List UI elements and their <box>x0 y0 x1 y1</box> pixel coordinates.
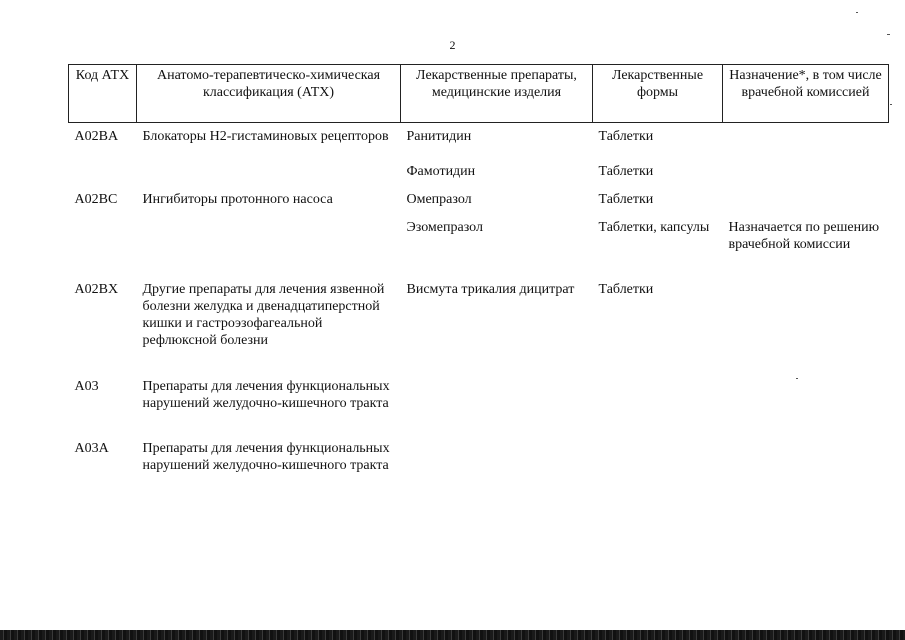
atx-code: A03A <box>74 440 109 456</box>
drug-name <box>401 440 593 496</box>
atx-classification <box>137 219 401 281</box>
atx-code: A02BA <box>74 129 119 144</box>
scan-speck <box>890 104 892 105</box>
drug-name: Омепразол <box>406 191 472 207</box>
drug-name: Фамотидин <box>406 163 476 179</box>
dosage-form: Таблетки <box>598 281 654 297</box>
prescription-note <box>723 440 889 496</box>
atx-code <box>69 219 137 281</box>
drug-name: Ранитидин <box>406 129 472 144</box>
atx-code: A02BC <box>74 191 118 207</box>
dosage-form: Таблетки, капсулы <box>598 219 710 235</box>
table-row <box>69 123 889 163</box>
header-drugs: Лекарственные препараты, медицинские изделия <box>401 65 593 123</box>
scan-edge-bar <box>0 630 905 640</box>
prescription-note <box>723 123 889 163</box>
atx-code: A02BX <box>74 281 119 297</box>
scan-speck <box>856 12 858 13</box>
prescription-note <box>723 191 889 219</box>
header-prescription: Назначение*, в том числе врачебной комиссией <box>723 65 889 123</box>
header-forms: Лекарственные формы <box>593 65 723 123</box>
page-number: 2 <box>449 38 456 52</box>
atx-classification: Препараты для лечения функциональных нарушений желудочно-кишечного тракта <box>142 440 390 473</box>
atx-classification: Ингибиторы протонного насоса <box>142 191 333 207</box>
atx-classification <box>137 163 401 191</box>
atx-code: A03 <box>74 378 99 394</box>
dosage-form: Таблетки <box>598 191 654 207</box>
prescription-note <box>723 378 889 440</box>
header-classification: Анатомо-терапевтическо-химическая классификация (АТХ) <box>137 65 401 123</box>
atx-classification: Препараты для лечения функциональных нарушений желудочно-кишечного тракта <box>142 378 390 411</box>
prescription-note <box>723 281 889 378</box>
dosage-form <box>593 440 723 496</box>
scan-speck <box>796 378 798 379</box>
dosage-form <box>593 378 723 440</box>
table-header-row <box>69 65 889 123</box>
atx-drug-table <box>68 64 889 496</box>
prescription-note: Назначается по решению врачебной комиссии <box>728 219 880 252</box>
prescription-note <box>723 163 889 191</box>
atx-classification: Другие препараты для лечения язвенной болезни желудка и двенадцатиперстной кишки и гастроэзофагеальной рефлюксной болезни <box>142 281 385 348</box>
table-row <box>69 191 889 219</box>
table-row <box>69 440 889 496</box>
table-row <box>69 378 889 440</box>
atx-classification: Блокаторы Н2-гистаминовых рецепторов <box>142 129 389 144</box>
drug-name: Эзомепразол <box>406 219 483 235</box>
table-row <box>69 281 889 378</box>
dosage-form: Таблетки <box>598 163 654 179</box>
dosage-form: Таблетки <box>598 129 654 144</box>
table-row <box>69 219 889 281</box>
header-code: Код АТХ <box>69 65 137 123</box>
scan-speck <box>887 34 890 35</box>
table-row <box>69 163 889 191</box>
drug-name <box>401 378 593 440</box>
atx-code <box>69 163 137 191</box>
drug-name: Висмута трикалия дицитрат <box>406 281 575 297</box>
